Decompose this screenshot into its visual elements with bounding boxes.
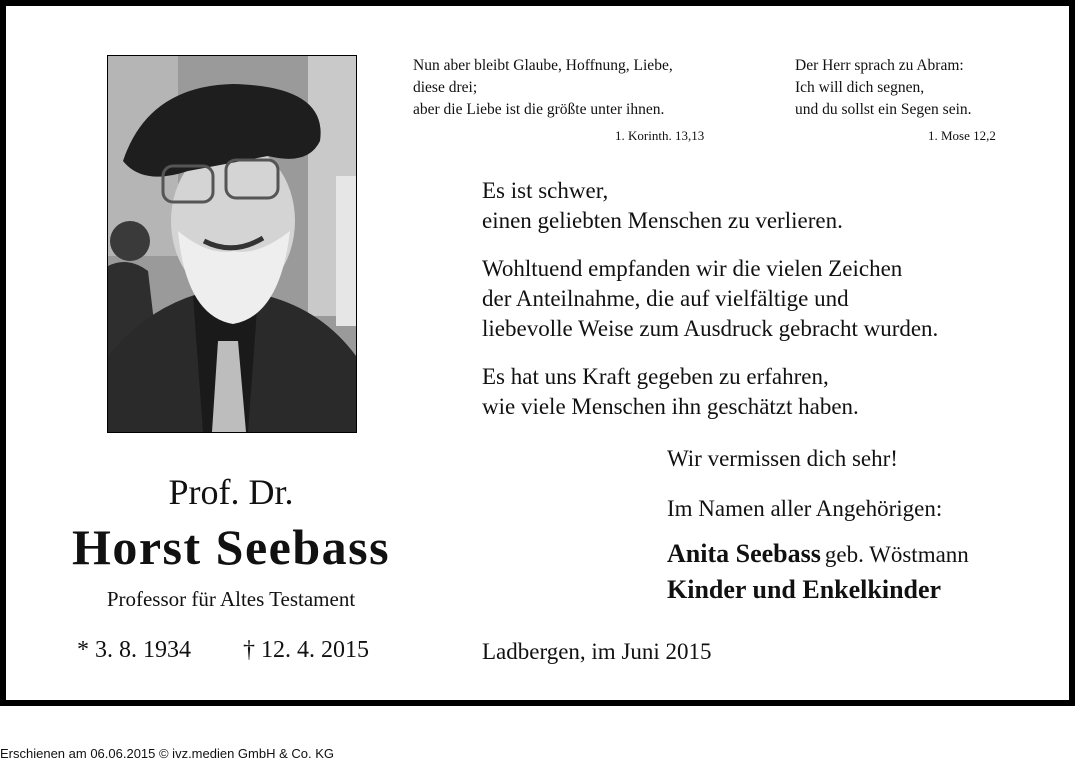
death-date: † 12. 4. 2015 — [243, 637, 369, 663]
body-line: Es ist schwer, — [482, 178, 609, 203]
portrait-image — [108, 56, 356, 432]
verse-right — [795, 55, 972, 121]
verse-right-line: Ich will dich segnen, — [795, 79, 925, 96]
body-line: Es hat uns Kraft gegeben zu erfahren, — [482, 364, 829, 389]
birth-date: * 3. 8. 1934 — [77, 637, 191, 663]
verse-left-line: diese drei; — [413, 79, 478, 96]
signer-wife — [667, 539, 969, 569]
body-paragraph-2 — [482, 254, 938, 344]
body-line: der Anteilnahme, die auf vielfältige und — [482, 286, 849, 311]
portrait-photo — [107, 55, 357, 433]
body-line: einen geliebten Menschen zu verlieren. — [482, 208, 843, 233]
body-line: Wohltuend empfanden wir die vielen Zeichen — [482, 256, 903, 281]
deceased-profession: Professor für Altes Testament — [106, 587, 356, 611]
verse-right-reference: 1. Mose 12,2 — [928, 128, 996, 143]
signer-children: Kinder und Enkelkinder — [667, 575, 942, 604]
body-paragraph-1 — [482, 176, 843, 236]
wife-name: Anita Seebass — [667, 539, 821, 568]
verse-right-line: Der Herr sprach zu Abram: — [795, 57, 964, 74]
on-behalf-text: Im Namen aller Angehörigen: — [667, 496, 943, 521]
wife-birth-name: geb. Wöstmann — [824, 542, 969, 567]
body-paragraph-3 — [482, 362, 859, 422]
miss-you-text: Wir vermissen dich sehr! — [667, 446, 898, 471]
deceased-name: Horst Seebass — [71, 519, 391, 575]
verse-left-line: Nun aber bleibt Glaube, Hoffnung, Liebe, — [413, 57, 673, 74]
verse-left — [413, 55, 673, 121]
verse-right-line: und du sollst ein Segen sein. — [795, 101, 972, 118]
place-date: Ladbergen, im Juni 2015 — [482, 639, 712, 664]
body-line: liebevolle Weise zum Ausdruck gebracht wurden. — [482, 316, 939, 341]
body-line: wie viele Menschen ihn geschätzt haben. — [482, 394, 859, 419]
verse-left-reference: 1. Korinth. 13,13 — [615, 128, 705, 143]
deceased-title: Prof. Dr. — [168, 472, 294, 512]
publication-footer: Erschienen am 06.06.2015 © ivz.medien GmbH & Co. KG — [0, 746, 335, 761]
verse-left-line: aber die Liebe ist die größte unter ihnen. — [413, 101, 665, 118]
